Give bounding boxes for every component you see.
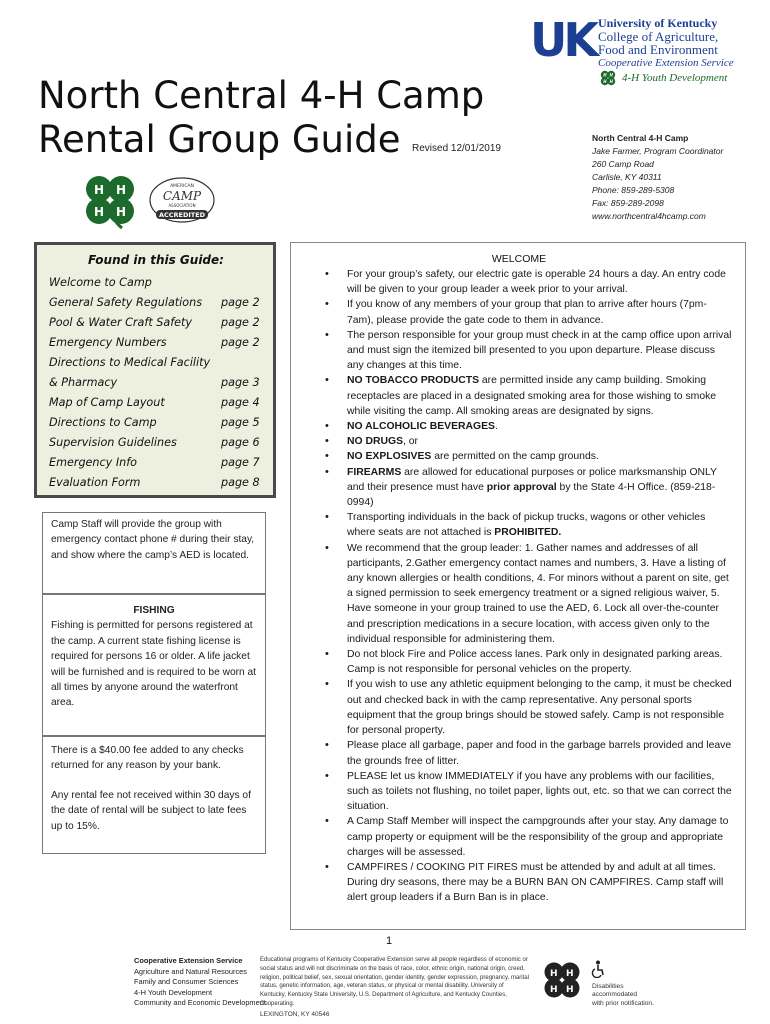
footer-4h-clover-icon xyxy=(540,958,584,1002)
footer-location: LEXINGTON, KY 40546 xyxy=(260,1010,330,1018)
staff-info-box xyxy=(42,512,266,594)
rule-text: . xyxy=(494,421,498,433)
svg-text:H: H xyxy=(550,985,558,995)
guide-item-label: General Safety Regulations xyxy=(49,296,203,309)
welcome-rule xyxy=(301,297,737,327)
fishing-heading: FISHING xyxy=(133,605,175,616)
university-name-block xyxy=(598,16,768,70)
guide-item-label: Map of Camp Layout xyxy=(49,396,165,409)
rule-text: , or xyxy=(403,436,419,448)
rule-text: For your group’s safety, our electric gate is operable 24 hours a day. An entry code will be given to your group leader a week prior to your arrival. xyxy=(347,269,726,296)
accredited-camp-logo xyxy=(148,176,216,224)
rule-emphasis: prior approval xyxy=(486,481,557,493)
youth-development-label xyxy=(598,70,727,86)
page-number: 1 xyxy=(386,935,393,947)
welcome-rule xyxy=(301,677,737,738)
disabilities-line: accommodated xyxy=(592,991,638,999)
welcome-rule xyxy=(301,647,737,677)
contact-address-2: Carlisle, KY 40311 xyxy=(592,172,662,182)
rule-text: CAMPFIRES / COOKING PIT FIRES must be attended by and adult at all times. During dry seasons, there may be a BURN BAN ON CAMPFIRES. Camp staff will alert group leaders if a Burn Ban is in place. xyxy=(347,861,724,904)
welcome-rule xyxy=(301,328,737,374)
rule-text: If you know of any members of your group that plan to arrive after hours (7pm-7am), please provide the gate code to them in advance. xyxy=(347,299,707,326)
footer-program: 4-H Youth Development xyxy=(134,987,213,997)
rule-emphasis: PROHIBITED. xyxy=(494,527,562,539)
welcome-rule xyxy=(301,814,737,860)
college-name-1: College of Agriculture, xyxy=(598,29,719,44)
guide-item xyxy=(49,373,263,393)
svg-text:H: H xyxy=(550,969,558,979)
small-clover-icon xyxy=(598,70,618,86)
returned-check-fee-text: There is a $40.00 fee added to any checks returned for any reason by your bank. xyxy=(51,745,244,772)
contact-address-1: 260 Camp Road xyxy=(592,159,654,169)
youth-development-text: 4-H Youth Development xyxy=(622,72,728,84)
rule-text: are permitted on the camp grounds. xyxy=(431,451,599,463)
welcome-rule xyxy=(301,419,737,434)
guide-item xyxy=(49,413,263,433)
guide-item-page: page 8 xyxy=(221,476,260,489)
svg-text:H: H xyxy=(609,72,613,78)
disabilities-line: Disabilities xyxy=(592,983,624,990)
guide-item-label: Supervision Guidelines xyxy=(49,436,177,449)
rule-emphasis: NO TOBACCO PRODUCTS xyxy=(347,375,480,387)
footer-legal-text: Educational programs of Kentucky Cooperative Extension serve all people regardless of economic or social status and will not discriminate on the basis of race, color, ethnic origin, national origin, creed, religion, political belief, sex, sexual orientation, gender identity, gender expression, pregnancy, marital status, genetic information, age, veteran status, or physical or mental disability. University of Kentucky, Kentucky State University, U.S. Department of Agriculture, and Kentucky Counties, Cooperating. xyxy=(260,957,529,1007)
guide-list xyxy=(49,273,263,493)
guide-item-label: Directions to Camp xyxy=(49,416,157,429)
guide-item-page: page 4 xyxy=(221,396,260,409)
title-line-1: North Central 4-H Camp xyxy=(38,74,485,117)
welcome-rules-list xyxy=(301,267,737,906)
rule-emphasis: NO ALCOHOLIC BEVERAGES xyxy=(347,421,495,433)
rule-text: are permitted inside any camp building. Smoking receptacles are placed in a designated smoking area for those wishing to smoke while visiting the camp. All smoking areas are designated by signs. xyxy=(347,375,717,417)
guide-item-label: Evaluation Form xyxy=(49,476,141,489)
guide-item-page xyxy=(221,353,263,373)
fee-box xyxy=(42,736,266,854)
welcome-rule xyxy=(301,434,737,449)
uk-mark: UK xyxy=(530,13,595,67)
4h-clover-icon xyxy=(80,170,140,230)
uk-logo xyxy=(530,14,594,66)
welcome-rule xyxy=(301,267,737,297)
svg-text:H: H xyxy=(94,205,105,219)
title-line-2: Rental Group Guide xyxy=(38,118,401,161)
guide-item-label: & Pharmacy xyxy=(49,376,118,389)
svg-text:H: H xyxy=(603,78,607,84)
university-name: University of Kentucky xyxy=(598,16,718,30)
guide-item-label: Directions to Medical Facility xyxy=(49,356,211,369)
rule-text: PLEASE let us know IMMEDIATELY if you have any problems with our facilities, such as toilets not flushing, no toilet paper, lights out, etc. so that we can correct the situation. xyxy=(347,770,732,813)
late-fee-text: Any rental fee not received within 30 days of the date of rental will be subject to late fees up to 15%. xyxy=(51,789,251,832)
disabilities-line: with prior notification. xyxy=(592,999,654,1007)
acc-camp-text: CAMP xyxy=(162,189,202,203)
welcome-rule xyxy=(301,465,737,511)
svg-text:H: H xyxy=(566,969,574,979)
svg-text:H: H xyxy=(566,985,574,995)
rule-text: Please place all garbage, paper and food in the garbage barrels provided and leave the grounds free of litter. xyxy=(347,740,732,767)
rule-text: We recommend that the group leader: 1. Gather names and addresses of all participants, 2.Gather emergency contact names and numbers, 3. Have a listing of any known allergies or health conditions, 4. For minors without a parent on site, get a signed permission to seek emergency treatment or a signed religious waiver, 5. Have someone in your group trained to use the AED, 6. Lock all over-the-counter and prescription medications in a secure location, with access given only to the individual responsible for administering them. xyxy=(347,542,729,645)
guide-item-page: page 2 xyxy=(221,336,260,349)
welcome-rule xyxy=(301,738,737,768)
rule-emphasis: FIREARMS xyxy=(347,466,402,478)
rule-emphasis: NO DRUGS xyxy=(347,436,403,448)
revised-date: Revised 12/01/2019 xyxy=(412,143,501,154)
svg-text:H: H xyxy=(116,183,127,197)
rule-text: are allowed for educational purposes or police marksmanship ONLY and their presence must have xyxy=(347,466,717,493)
guide-contents-box xyxy=(34,242,276,498)
contact-camp-name: North Central 4-H Camp xyxy=(592,133,689,143)
acc-top-text: AMERICAN xyxy=(170,184,194,189)
guide-item-page: page 2 xyxy=(221,316,260,329)
rule-text: Transporting individuals in the back of pickup trucks, wagons or other vehicles where seats are not attached is xyxy=(347,512,706,539)
disabilities-notice xyxy=(592,983,654,1008)
guide-item xyxy=(49,433,263,453)
rule-emphasis: NO EXPLOSIVES xyxy=(347,451,432,463)
guide-item-page: page 6 xyxy=(221,436,260,449)
guide-item xyxy=(49,393,263,413)
guide-item xyxy=(49,313,263,333)
guide-item-label: Emergency Info xyxy=(49,456,138,469)
college-name-2: Food and Environment xyxy=(598,42,718,57)
rule-text: A Camp Staff Member will inspect the campgrounds after your stay. Any damage to camp property or equipment will be the responsibility of the group and appropriate charges will be assessed. xyxy=(347,816,729,858)
contact-phone: Phone: 859-289-5308 xyxy=(592,185,675,195)
welcome-rule xyxy=(301,449,737,464)
extension-service: Cooperative Extension Service xyxy=(598,57,734,69)
guide-item xyxy=(49,353,263,373)
guide-item xyxy=(49,273,263,293)
guide-item-label: Emergency Numbers xyxy=(49,336,167,349)
fishing-text: Fishing is permitted for persons registered at the camp. A current state fishing license is required for persons 16 or older. A life jacket will be furnished and is required to be worn at all times by anyone around the waterfront area. xyxy=(51,620,256,709)
acc-badge-text: ACCREDITED xyxy=(158,211,206,219)
welcome-box xyxy=(290,242,746,930)
contact-website: www.northcentral4hcamp.com xyxy=(592,211,706,221)
guide-item xyxy=(49,333,263,353)
welcome-heading: WELCOME xyxy=(491,253,547,265)
guide-item-label: Pool & Water Craft Safety xyxy=(49,316,193,329)
contact-coordinator: Jake Farmer, Program Coordinator xyxy=(592,146,724,156)
accessibility-icon xyxy=(590,960,606,978)
guide-item xyxy=(49,293,263,313)
svg-text:H: H xyxy=(609,78,613,84)
guide-item-label: Welcome to Camp xyxy=(49,276,152,289)
acc-sub-text: ASSOCIATION xyxy=(168,203,196,208)
guide-heading: Found in this Guide: xyxy=(88,253,224,267)
guide-item xyxy=(49,473,263,493)
fishing-box xyxy=(42,594,266,736)
footer-legal-notice xyxy=(260,956,530,1020)
staff-info-text: Camp Staff will provide the group with emergency contact phone # during their stay, and show where the camp’s AED is located. xyxy=(51,519,255,561)
contact-info xyxy=(592,132,723,223)
guide-item-page: page 3 xyxy=(221,376,260,389)
svg-text:H: H xyxy=(116,205,127,219)
guide-item-page xyxy=(221,273,263,293)
rule-text: Do not block Fire and Police access lanes. Park only in designated parking areas. Camp is not responsible for personal vehicles on the property. xyxy=(347,649,723,676)
contact-fax: Fax: 859-289-2098 xyxy=(592,198,664,208)
welcome-rule xyxy=(301,373,737,419)
svg-text:H: H xyxy=(603,72,607,78)
rule-text: If you wish to use any athletic equipment belonging to the camp, it must be checked out and checked back in with the camp representative. Any personal sports equipment that the group brings should be stowed safely. Camp is not responsible for personal property. xyxy=(347,679,732,737)
footer-program: Family and Consumer Sciences xyxy=(134,977,239,986)
svg-text:H: H xyxy=(94,183,105,197)
footer-program: Community and Economic Development xyxy=(134,998,266,1007)
footer-coop-title: Cooperative Extension Service xyxy=(134,956,243,965)
welcome-rule xyxy=(301,860,737,906)
welcome-rule xyxy=(301,510,737,540)
guide-item-page: page 2 xyxy=(221,296,260,309)
rule-text: The person responsible for your group must check in at the camp office upon arrival and must sign the itemized bill presented to you upon departure. Please discuss any changes at this time. xyxy=(347,329,732,372)
guide-item-page: page 5 xyxy=(221,416,260,429)
welcome-rule xyxy=(301,769,737,815)
guide-item-page: page 7 xyxy=(221,456,260,469)
footer-program: Agriculture and Natural Resources xyxy=(134,966,247,976)
rule-text: by the State 4-H Office. (859-218-0994) xyxy=(347,481,716,509)
guide-item xyxy=(49,453,263,473)
welcome-rule xyxy=(301,541,737,647)
footer-extension-programs xyxy=(134,956,266,1009)
